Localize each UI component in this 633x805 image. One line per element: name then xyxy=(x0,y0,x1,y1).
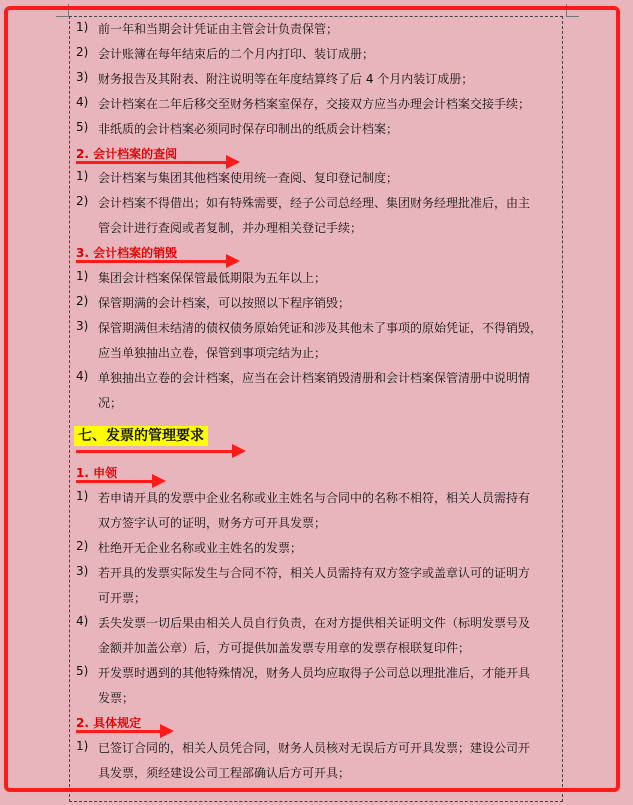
item-text: 非纸质的会计档案必须同时保存印制出的纸质会计档案； xyxy=(98,122,399,136)
list-item xyxy=(0,317,633,337)
item-number: 5) xyxy=(76,664,89,678)
list-item xyxy=(0,43,633,63)
list-item xyxy=(0,762,633,782)
list-item xyxy=(0,737,633,757)
subheading-text: 2. 会计档案的查阅 xyxy=(76,147,178,161)
list-item xyxy=(0,192,633,212)
list-item xyxy=(0,687,633,707)
list-item xyxy=(0,217,633,237)
list-item xyxy=(0,587,633,607)
item-number: 4) xyxy=(76,95,89,109)
list-item xyxy=(0,637,633,657)
item-number: 2) xyxy=(76,294,89,308)
item-number: 2) xyxy=(76,194,89,208)
item-text: 管会计进行查阅或者复制，并办理相关登记手续； xyxy=(98,221,363,235)
item-text: 应当单独抽出立卷，保管到事项完结为止； xyxy=(98,346,327,360)
item-number: 1) xyxy=(76,739,89,753)
list-item xyxy=(0,392,633,412)
item-text: 会计账簿在每年结束后的二个月内打印、装订成册； xyxy=(98,47,375,61)
item-text: 金额并加盖公章）后，方可提供加盖发票专用章的发票存根联复印件； xyxy=(98,641,471,655)
item-text: 保管期满的会计档案，可以按照以下程序销毁； xyxy=(98,296,351,310)
arrow-icon xyxy=(76,444,246,458)
item-text: 前一年和当期会计凭证由主管会计负责保管； xyxy=(98,22,339,36)
item-text: 可开票； xyxy=(98,591,147,605)
item-number: 1) xyxy=(76,269,89,283)
list-item xyxy=(0,18,633,38)
subheading-text: 2. 具体规定 xyxy=(76,716,142,730)
item-number: 5) xyxy=(76,120,89,134)
item-number: 1) xyxy=(76,489,89,503)
list-item xyxy=(0,662,633,682)
list-item xyxy=(0,512,633,532)
list-item xyxy=(0,68,633,88)
item-text: 单独抽出立卷的会计档案，应当在会计档案销毁清册和会计档案保管清册中说明情 xyxy=(98,371,531,385)
item-number: 3) xyxy=(76,564,89,578)
item-number: 4) xyxy=(76,369,89,383)
subheading-text: 1. 申领 xyxy=(76,466,118,480)
item-text: 双方签字认可的证明，财务方可开具发票； xyxy=(98,516,327,530)
item-text: 保管期满但未结清的债权债务原始凭证和涉及其他未了事项的原始凭证，不得销毁， xyxy=(98,321,543,335)
item-number: 4) xyxy=(76,614,89,628)
arrow-icon xyxy=(76,254,240,268)
list-item xyxy=(0,93,633,113)
list-item xyxy=(0,562,633,582)
list-item xyxy=(0,537,633,557)
list-item xyxy=(0,118,633,138)
item-text: 会计档案不得借出；如有特殊需要，经子公司总经理、集团财务经理批准后，由主 xyxy=(98,196,531,210)
list-item xyxy=(0,342,633,362)
item-text: 况； xyxy=(98,396,123,410)
item-number: 1) xyxy=(76,169,89,183)
item-number: 2) xyxy=(76,539,89,553)
item-text: 发票； xyxy=(98,691,135,705)
item-text: 财务报告及其附表、附注说明等在年度结算终了后 4 个月内装订成册； xyxy=(98,72,474,86)
item-number: 2) xyxy=(76,45,89,59)
item-text: 集团会计档案保保管最低期限为五年以上； xyxy=(98,271,327,285)
section-title-invoice: 七、发票的管理要求 xyxy=(74,426,208,446)
subheading-text: 3. 会计档案的销毁 xyxy=(76,246,178,260)
list-item xyxy=(0,167,633,187)
item-text: 开发票时遇到的其他特殊情况，财务人员均应取得子公司总以理批准后，才能开具 xyxy=(98,666,531,680)
item-text: 会计档案与集团其他档案使用统一查阅、复印登记制度； xyxy=(98,171,399,185)
item-number: 1) xyxy=(76,20,89,34)
arrow-icon xyxy=(76,474,166,488)
item-text: 丢失发票一切后果由相关人员自行负责，在对方提供相关证明文件（标明发票号及 xyxy=(98,616,531,630)
item-text: 会计档案在二年后移交至财务档案室保存，交接双方应当办理会计档案交接手续； xyxy=(98,97,531,111)
item-text: 若开具的发票实际发生与合同不符，相关人员需持有双方签字或盖章认可的证明方 xyxy=(98,566,531,580)
list-item xyxy=(0,612,633,632)
list-item xyxy=(0,267,633,287)
item-text: 杜绝开无企业名称或业主姓名的发票； xyxy=(98,541,303,555)
item-number: 3) xyxy=(76,70,89,84)
arrow-icon xyxy=(76,724,174,738)
list-item xyxy=(0,292,633,312)
list-item xyxy=(0,367,633,387)
item-text: 若申请开具的发票中企业名称或业主姓名与合同中的名称不相符，相关人员需持有 xyxy=(98,491,531,505)
item-text: 已签订合同的，相关人员凭合同，财务人员核对无误后方可开具发票；建设公司开 xyxy=(98,741,531,755)
item-text: 具发票，须经建设公司工程部确认后方可开具； xyxy=(98,766,351,780)
list-item xyxy=(0,487,633,507)
item-number: 3) xyxy=(76,319,89,333)
